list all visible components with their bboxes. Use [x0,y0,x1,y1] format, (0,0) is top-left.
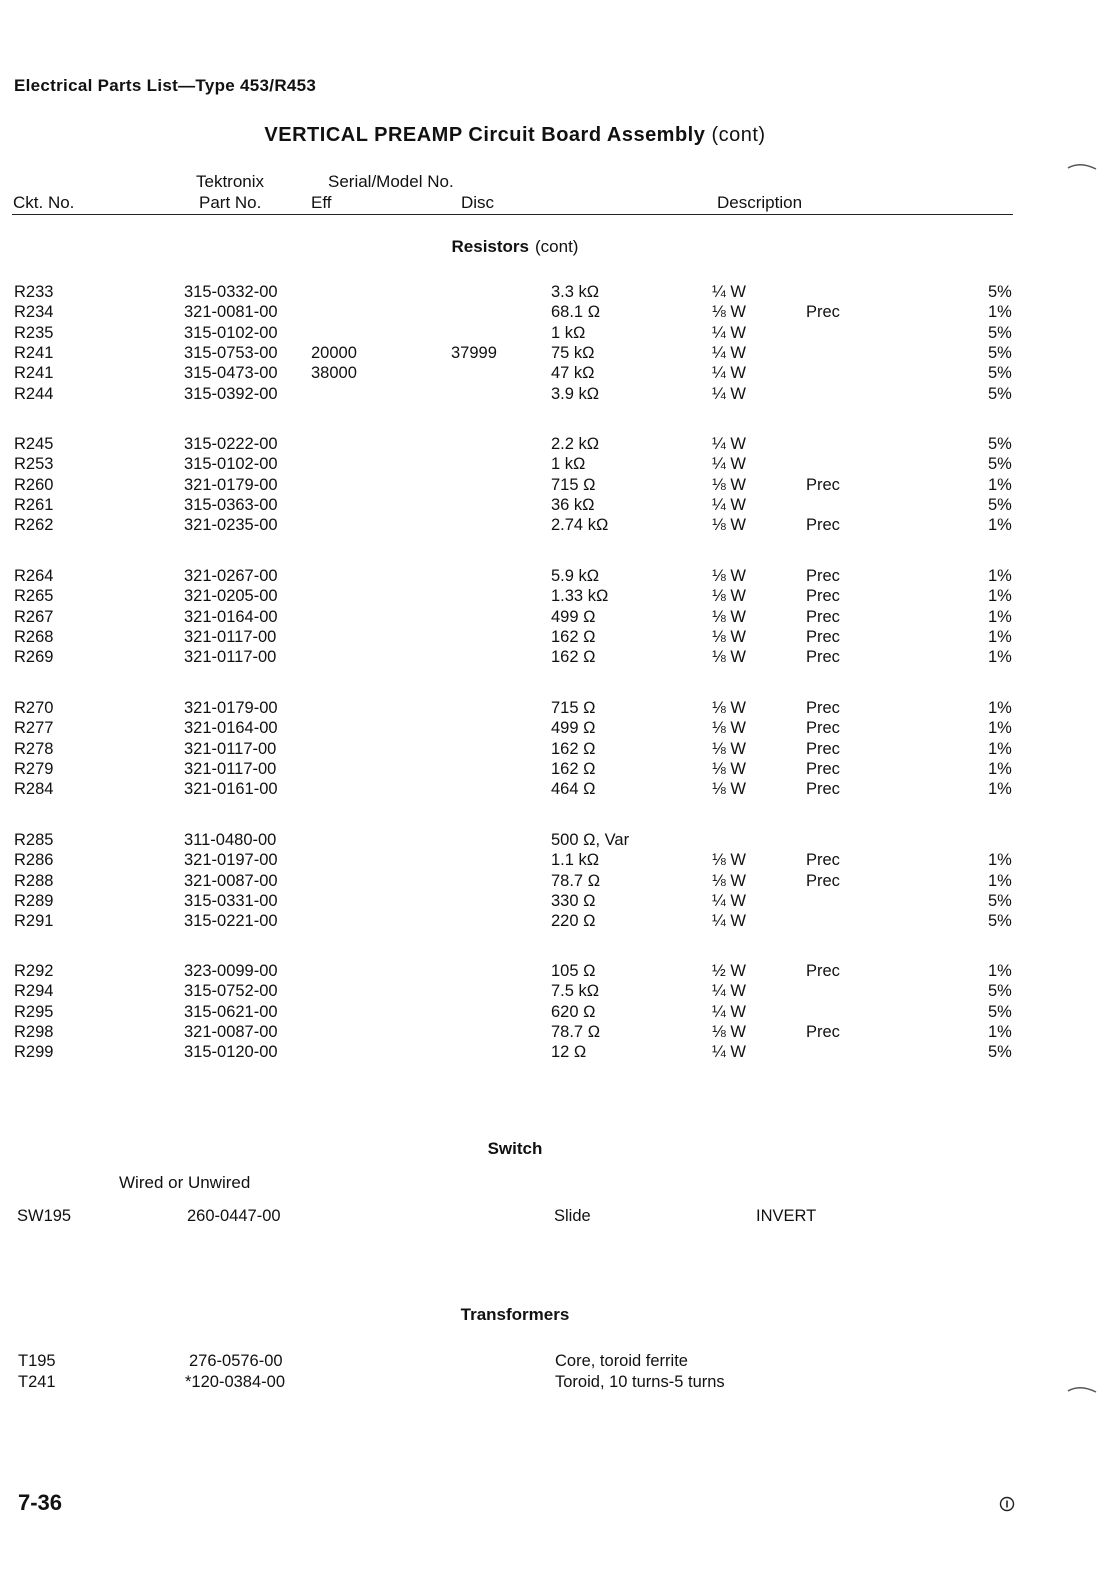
part-no: 315-0331-00 [184,891,278,910]
precision: Prec [806,475,840,494]
tolerance: 5% [988,283,1012,301]
resistance-value: 500 Ω, Var [551,831,630,849]
resistance-value: 162 Ω [551,648,596,667]
margin-mark [1066,160,1098,172]
precision: Prec [806,699,840,717]
description-value: Toroid, 10 turns-5 turns [555,1373,725,1391]
part-no: 321-0087-00 [184,871,278,890]
table-row [0,1206,1107,1226]
wattage: ⅛ W [712,739,746,758]
tolerance: 1% [988,759,1012,778]
ckt-no: R245 [14,435,54,453]
wattage: ⅛ W [712,851,746,870]
part-no: 315-0332-00 [184,283,278,301]
resistance-value: 220 Ω [551,912,596,931]
wattage: ⅛ W [712,516,746,535]
col-description: Description [717,193,803,212]
tolerance: 5% [988,891,1012,910]
precision: Prec [806,780,840,799]
resistance-value: 620 Ω [551,1002,596,1021]
precision: Prec [806,627,840,646]
table-row [0,302,1107,322]
ckt-no: R285 [14,831,54,849]
resistance-value: 3.3 kΩ [551,283,600,301]
ckt-no: R241 [14,364,54,383]
wattage: ¼ W [712,1043,746,1062]
wattage: ¼ W [712,343,746,362]
description-name: INVERT [756,1207,817,1225]
table-row [0,475,1107,495]
resistance-value: 715 Ω [551,699,596,717]
part-no: 260-0447-00 [187,1207,281,1225]
wattage: ⅛ W [712,780,746,799]
table-row [0,739,1107,759]
part-no: 321-0081-00 [184,303,278,322]
table-row [0,495,1107,515]
precision: Prec [806,719,840,738]
precision: Prec [806,962,840,980]
wattage: ⅛ W [712,871,746,890]
ckt-no: R265 [14,587,54,606]
description-value: Slide [554,1207,591,1225]
table-row [0,830,1107,850]
wattage: ⅛ W [712,627,746,646]
precision: Prec [806,567,840,585]
wattage: ¼ W [712,495,746,514]
page-number: 7-36 [18,1490,63,1515]
part-no: 276-0576-00 [189,1352,283,1370]
col-eff: Eff [311,193,332,212]
ckt-no: SW195 [17,1207,72,1225]
part-no: 321-0161-00 [184,780,278,799]
part-no: 321-0117-00 [184,627,277,646]
part-no: 321-0179-00 [184,699,278,717]
part-no: 321-0087-00 [184,1022,278,1041]
table-row [0,1022,1107,1042]
table-row [0,1372,1107,1392]
wattage: ½ W [712,962,746,980]
tolerance: 5% [988,912,1012,931]
title-main: VERTICAL PREAMP Circuit Board Assembly [264,124,706,146]
resistance-value: 330 Ω [551,891,596,910]
tektronix-logo-icon [999,1496,1015,1512]
ckt-no: R292 [14,962,54,980]
part-no: *120-0384-00 [185,1373,285,1391]
table-row [0,586,1107,606]
resistance-value: 5.9 kΩ [551,567,600,585]
part-no: 321-0164-00 [184,719,278,738]
resistance-value: 715 Ω [551,475,596,494]
part-no: 315-0753-00 [184,343,278,362]
wattage: ¼ W [712,323,746,342]
tolerance: 1% [988,739,1012,758]
part-no: 315-0120-00 [184,1043,278,1062]
tolerance: 1% [988,516,1012,535]
resistance-value: 7.5 kΩ [551,982,600,1001]
table-row [0,515,1107,535]
tolerance: 5% [988,343,1012,362]
tolerance: 1% [988,719,1012,738]
wattage: ⅛ W [712,719,746,738]
page-title [0,124,1030,147]
part-no: 321-0205-00 [184,587,278,606]
resistance-value: 499 Ω [551,719,596,738]
tolerance: 1% [988,648,1012,667]
ckt-no: R286 [14,851,54,870]
part-no: 315-0102-00 [184,323,278,342]
table-row [0,566,1107,586]
ckt-no: R241 [14,343,54,362]
part-no: 321-0117-00 [184,739,277,758]
switch-heading: Switch [487,1139,543,1158]
wattage: ¼ W [712,283,746,301]
precision: Prec [806,759,840,778]
part-no: 321-0179-00 [184,475,278,494]
wattage: ⅛ W [712,475,746,494]
table-row [0,384,1107,404]
part-no: 321-0117-00 [184,759,277,778]
resistance-value: 68.1 Ω [551,303,601,322]
wattage: ¼ W [712,912,746,931]
table-row [0,850,1107,870]
precision: Prec [806,739,840,758]
table-row [0,759,1107,779]
table-row [0,647,1107,667]
resistance-value: 2.2 kΩ [551,435,600,453]
title-suffix: (cont) [711,124,766,146]
ckt-no: R299 [14,1043,54,1062]
table-row [0,891,1107,911]
resistors-heading-text: Resistors [451,237,529,256]
tolerance: 1% [988,699,1012,717]
tolerance: 5% [988,495,1012,514]
header-rule [12,214,1013,215]
col-disc: Disc [461,193,495,212]
resistance-value: 499 Ω [551,607,596,626]
tolerance: 1% [988,780,1012,799]
wattage: ¼ W [712,1002,746,1021]
resistance-value: 12 Ω [551,1043,587,1062]
part-no: 321-0117-00 [184,648,277,667]
tolerance: 5% [988,384,1012,403]
table-row [0,627,1107,647]
table-row [0,454,1107,474]
ckt-no: R264 [14,567,54,585]
ckt-no: T241 [18,1373,56,1391]
ckt-no: R234 [14,303,54,322]
resistors-heading-suffix: (cont) [535,237,579,256]
precision: Prec [806,587,840,606]
serial-eff: 20000 [311,343,357,362]
tolerance: 5% [988,1043,1012,1062]
table-row [0,363,1107,383]
ckt-no: R235 [14,323,54,342]
ckt-no: R262 [14,516,54,535]
serial-eff: 38000 [311,364,357,383]
wattage: ⅛ W [712,699,746,717]
table-row [0,779,1107,799]
table-row [0,343,1107,363]
tolerance: 1% [988,303,1012,322]
precision: Prec [806,871,840,890]
table-row [0,698,1107,718]
table-row [0,1042,1107,1062]
tolerance: 5% [988,364,1012,383]
wattage: ⅛ W [712,303,746,322]
resistance-value: 464 Ω [551,780,596,799]
ckt-no: R284 [14,780,54,799]
precision: Prec [806,851,840,870]
description-value: Core, toroid ferrite [555,1352,688,1370]
tolerance: 1% [988,567,1012,585]
ckt-no: R260 [14,475,54,494]
wattage: ⅛ W [712,587,746,606]
resistance-value: 162 Ω [551,739,596,758]
tolerance: 1% [988,627,1012,646]
ckt-no: R291 [14,912,54,931]
table-row [0,434,1107,454]
table-row [0,607,1107,627]
part-no: 311-0480-00 [184,831,277,849]
ckt-no: R269 [14,648,54,667]
wattage: ⅛ W [712,759,746,778]
table-row [0,323,1107,343]
ckt-no: R298 [14,1022,54,1041]
resistance-value: 1 kΩ [551,323,586,342]
ckt-no: R261 [14,495,54,514]
resistance-value: 105 Ω [551,962,596,980]
ckt-no: R270 [14,699,54,717]
precision: Prec [806,607,840,626]
resistance-value: 78.7 Ω [551,871,601,890]
ckt-no: R268 [14,627,54,646]
tolerance: 1% [988,1022,1012,1041]
table-row [0,718,1107,738]
precision: Prec [806,303,840,322]
wattage: ¼ W [712,384,746,403]
resistance-value: 162 Ω [551,627,596,646]
ckt-no: R278 [14,739,54,758]
table-row [0,871,1107,891]
wattage: ¼ W [712,455,746,474]
part-no: 321-0197-00 [184,851,278,870]
switch-subheading: Wired or Unwired [119,1173,251,1192]
tolerance: 5% [988,323,1012,342]
table-row [0,282,1107,302]
ckt-no: R244 [14,384,54,403]
precision: Prec [806,516,840,535]
part-no: 315-0102-00 [184,455,278,474]
resistance-value: 36 kΩ [551,495,595,514]
resistance-value: 47 kΩ [551,364,595,383]
tolerance: 1% [988,871,1012,890]
wattage: ⅛ W [712,1022,746,1041]
margin-mark [1066,1383,1098,1395]
wattage: ⅛ W [712,607,746,626]
tolerance: 1% [988,851,1012,870]
table-row [0,1002,1107,1022]
tolerance: 5% [988,455,1012,474]
resistors-heading [0,237,1030,257]
table-row [0,981,1107,1001]
resistance-value: 162 Ω [551,759,596,778]
page-header: Electrical Parts List—Type 453/R453 [14,76,317,95]
resistance-value: 75 kΩ [551,343,595,362]
part-no: 315-0392-00 [184,384,278,403]
part-no: 315-0363-00 [184,495,278,514]
tolerance: 5% [988,982,1012,1001]
part-no: 323-0099-00 [184,962,278,980]
part-no: 315-0621-00 [184,1002,278,1021]
col-ckt-no: Ckt. No. [13,193,75,212]
tolerance: 5% [988,435,1012,453]
resistance-value: 1.1 kΩ [551,851,600,870]
tolerance: 1% [988,607,1012,626]
part-no: 315-0473-00 [184,364,278,383]
part-no: 321-0267-00 [184,567,278,585]
ckt-no: R294 [14,982,54,1001]
wattage: ¼ W [712,435,746,453]
precision: Prec [806,648,840,667]
wattage: ⅛ W [712,567,746,585]
ckt-no: R277 [14,719,54,738]
ckt-no: R289 [14,891,54,910]
wattage: ¼ W [712,891,746,910]
resistance-value: 1 kΩ [551,455,586,474]
table-row [0,911,1107,931]
ckt-no: R295 [14,1002,54,1021]
tolerance: 1% [988,475,1012,494]
resistance-value: 78.7 Ω [551,1022,601,1041]
ckt-no: R279 [14,759,54,778]
table-row [0,1351,1107,1371]
wattage: ⅛ W [712,648,746,667]
resistance-value: 3.9 kΩ [551,384,600,403]
ckt-no: R253 [14,455,54,474]
tolerance: 1% [988,587,1012,606]
col-part-no: Part No. [199,193,262,212]
transformers-heading: Transformers [460,1305,570,1324]
part-no: 321-0235-00 [184,516,278,535]
resistance-value: 2.74 kΩ [551,516,609,535]
part-no: 321-0164-00 [184,607,278,626]
wattage: ¼ W [712,364,746,383]
tolerance: 5% [988,1002,1012,1021]
col-tektronix: Tektronix [196,172,265,191]
part-no: 315-0221-00 [184,912,278,931]
wattage: ¼ W [712,982,746,1001]
col-serial-model: Serial/Model No. [328,172,454,191]
precision: Prec [806,1022,840,1041]
resistance-value: 1.33 kΩ [551,587,609,606]
table-row [0,961,1107,981]
ckt-no: R233 [14,283,54,301]
tolerance: 1% [988,962,1012,980]
part-no: 315-0222-00 [184,435,278,453]
part-no: 315-0752-00 [184,982,278,1001]
serial-disc: 37999 [451,343,497,362]
ckt-no: R288 [14,871,54,890]
ckt-no: R267 [14,607,54,626]
ckt-no: T195 [18,1352,56,1370]
